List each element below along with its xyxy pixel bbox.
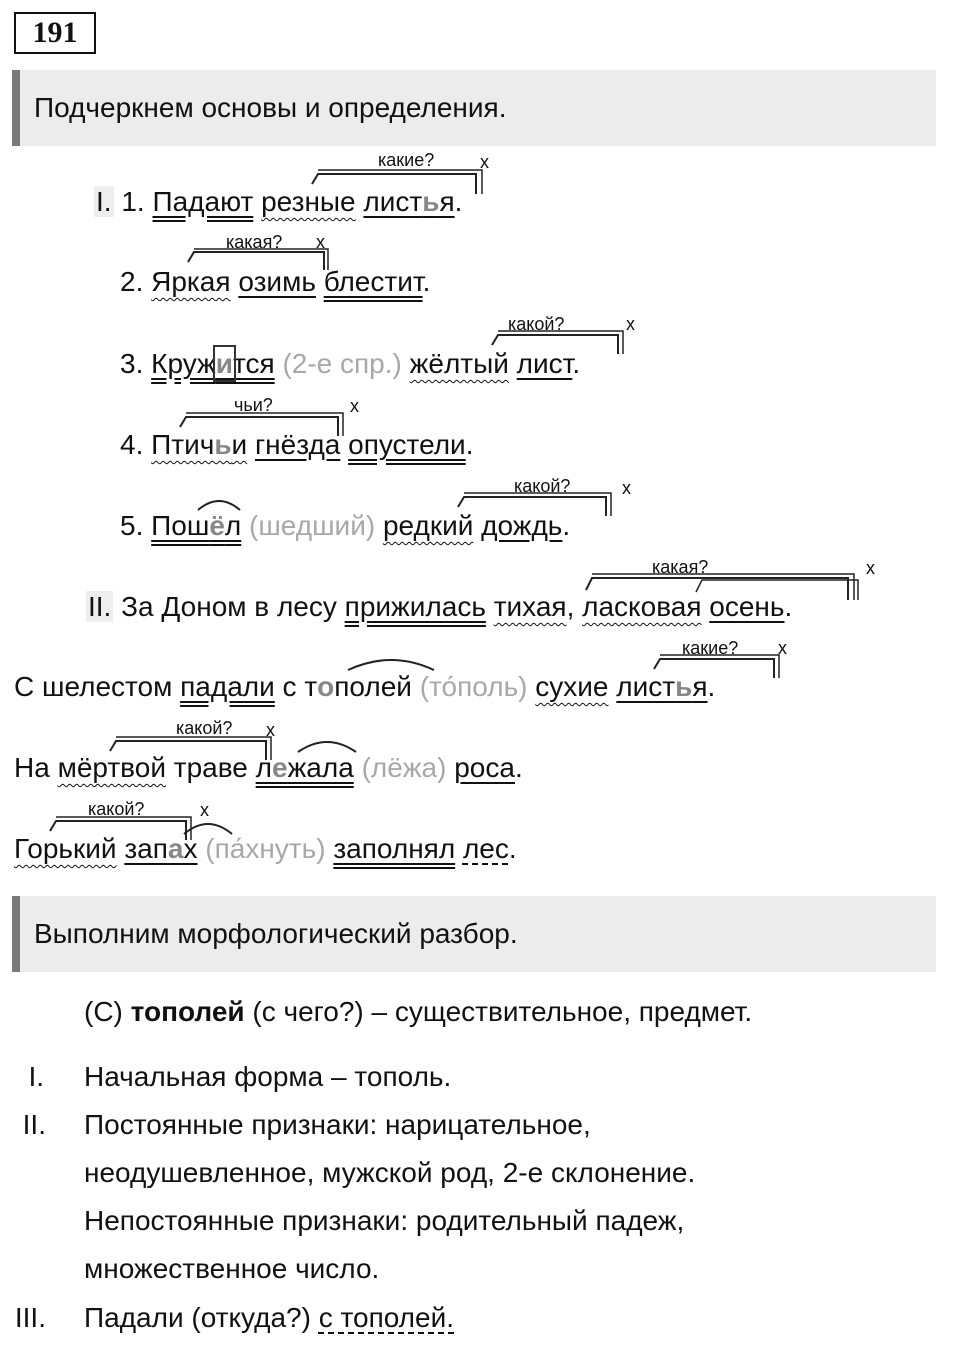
section-title-morphology: Выполним морфологический разбор. — [12, 896, 936, 972]
hint: (лёжа) — [361, 752, 447, 783]
root-arc — [194, 496, 244, 512]
question-arrow — [100, 736, 280, 762]
sentence-4: 4. Птичьи гнёзда опустели. — [120, 429, 474, 460]
hint: (шедший) — [249, 510, 376, 541]
sentence-3: 3. Кружится (2-е спр.) жёлтый лист. — [120, 348, 581, 379]
sentence-1: I. 1. Падают резные листья. — [96, 186, 463, 217]
subject: листья — [363, 186, 455, 217]
attribute: сухие — [535, 671, 609, 702]
predicate: опустели — [348, 429, 466, 460]
attribute: Птичьи — [151, 429, 248, 460]
predicate: Падают — [152, 186, 254, 217]
sentence-number: 3. — [120, 348, 144, 379]
sentence-8: На мёртвой траве лежала (лёжа) роса. — [14, 752, 523, 783]
sentence-5: 5. Пошёл (шедший) редкий дождь. — [120, 510, 571, 541]
morph-intro: (С) тополей (с чего?) – существительное, предмет. — [84, 996, 753, 1027]
attribute: ласковая — [582, 591, 702, 622]
question-arrow — [180, 248, 330, 272]
predicate: Кружится — [151, 348, 275, 379]
attribute: редкий — [382, 510, 474, 541]
sentence-7: С шелестом падали с тополей (то́поль) сухие листья. — [14, 671, 716, 702]
predicate: блестит — [323, 266, 423, 297]
attribute: резные — [261, 186, 356, 217]
question-label: чьи? — [234, 395, 273, 415]
x-mark: x — [778, 638, 787, 658]
object-phrase: с тополей. — [318, 1302, 455, 1333]
root-arc — [344, 656, 438, 672]
attribute: Горький — [14, 833, 117, 864]
question-arrow — [448, 492, 618, 518]
predicate: лежала — [255, 752, 354, 783]
sentence-number: 5. — [120, 510, 144, 541]
plain-text: На — [14, 752, 50, 783]
exercise-number: 191 — [14, 12, 96, 54]
x-mark: x — [626, 314, 635, 334]
subject: дождь — [481, 510, 563, 541]
hint: (то́поль) — [419, 671, 528, 702]
question-arrow — [170, 412, 350, 438]
morph-item-number: II. — [22, 1109, 46, 1140]
x-mark: x — [480, 152, 489, 172]
predicate: Пошёл — [151, 510, 242, 541]
roman-mark: I. — [96, 186, 112, 217]
hint: (па́хнуть) — [205, 833, 326, 864]
predicate: падали — [180, 671, 275, 702]
predicate: заполнял — [333, 833, 456, 864]
plain-text: За Доном в лесу — [121, 591, 337, 622]
sentence-6: II. За Доном в лесу прижилась тихая, ласковая осень. — [88, 591, 793, 622]
question-arrow — [40, 816, 200, 842]
plain-text: С шелестом — [14, 671, 173, 702]
sentence-9: Горький запах (па́хнуть) заполнял лес. — [14, 833, 517, 864]
question-arrow — [300, 168, 490, 198]
subject: запах — [124, 833, 198, 864]
subject: лист — [516, 348, 573, 379]
morph-item-number: III. — [14, 1302, 46, 1333]
question-label: какой? — [514, 476, 571, 496]
root-arc — [294, 738, 360, 754]
attribute: жёлтый — [409, 348, 509, 379]
section-title-underline-task: Подчеркнем основы и определения. — [12, 70, 936, 146]
question-arrow — [644, 654, 784, 680]
question-arrow-double — [572, 572, 862, 602]
x-mark: x — [350, 396, 359, 416]
question-label: какая? — [652, 557, 709, 577]
morph-item-text: неодушевленное, мужской род, 2-е склонение. — [84, 1157, 696, 1188]
attribute: Яркая — [151, 266, 231, 297]
question-label: какой? — [508, 314, 565, 334]
analyzed-word: тополей — [130, 996, 245, 1027]
morph-item-text: Падали (откуда?) с тополей. — [84, 1302, 455, 1333]
question-label: какой? — [88, 799, 145, 819]
x-mark: x — [266, 720, 275, 740]
sentence-number: 1. — [121, 186, 145, 217]
hint: (2-е спр.) — [282, 348, 402, 379]
plain-text: с тополей — [282, 671, 412, 702]
x-mark: x — [316, 232, 325, 252]
morph-item-text: Начальная форма – тополь. — [84, 1061, 452, 1092]
question-label: какой? — [176, 718, 233, 738]
x-mark: x — [200, 800, 209, 820]
attribute: тихая — [493, 591, 567, 622]
attribute: мёртвой — [57, 752, 166, 783]
subject: осень — [709, 591, 785, 622]
predicate: прижилась — [344, 591, 486, 622]
question-label: какая? — [226, 232, 283, 252]
morph-item-number: I. — [28, 1061, 44, 1092]
question-label: какие? — [682, 638, 739, 658]
subject: гнёзда — [254, 429, 341, 460]
x-mark: x — [866, 558, 875, 578]
sentence-2: 2. Яркая озимь блестит. — [120, 266, 431, 297]
object: лес — [462, 833, 509, 864]
subject: листья — [616, 671, 708, 702]
question-arrow — [482, 330, 632, 356]
subject: озимь — [238, 266, 316, 297]
morph-item-text: множественное число. — [84, 1253, 380, 1284]
subject: роса — [454, 752, 515, 783]
morph-item-text: Непостоянные признаки: родительный падеж, — [84, 1205, 685, 1236]
x-mark: x — [622, 478, 631, 498]
plain-text: траве — [173, 752, 248, 783]
morph-item-text: Постоянные признаки: нарицательное, — [84, 1109, 591, 1140]
sentence-number: 2. — [120, 266, 144, 297]
sentence-number: 4. — [120, 429, 144, 460]
question-label: какие? — [378, 150, 435, 170]
roman-mark: II. — [88, 591, 112, 622]
